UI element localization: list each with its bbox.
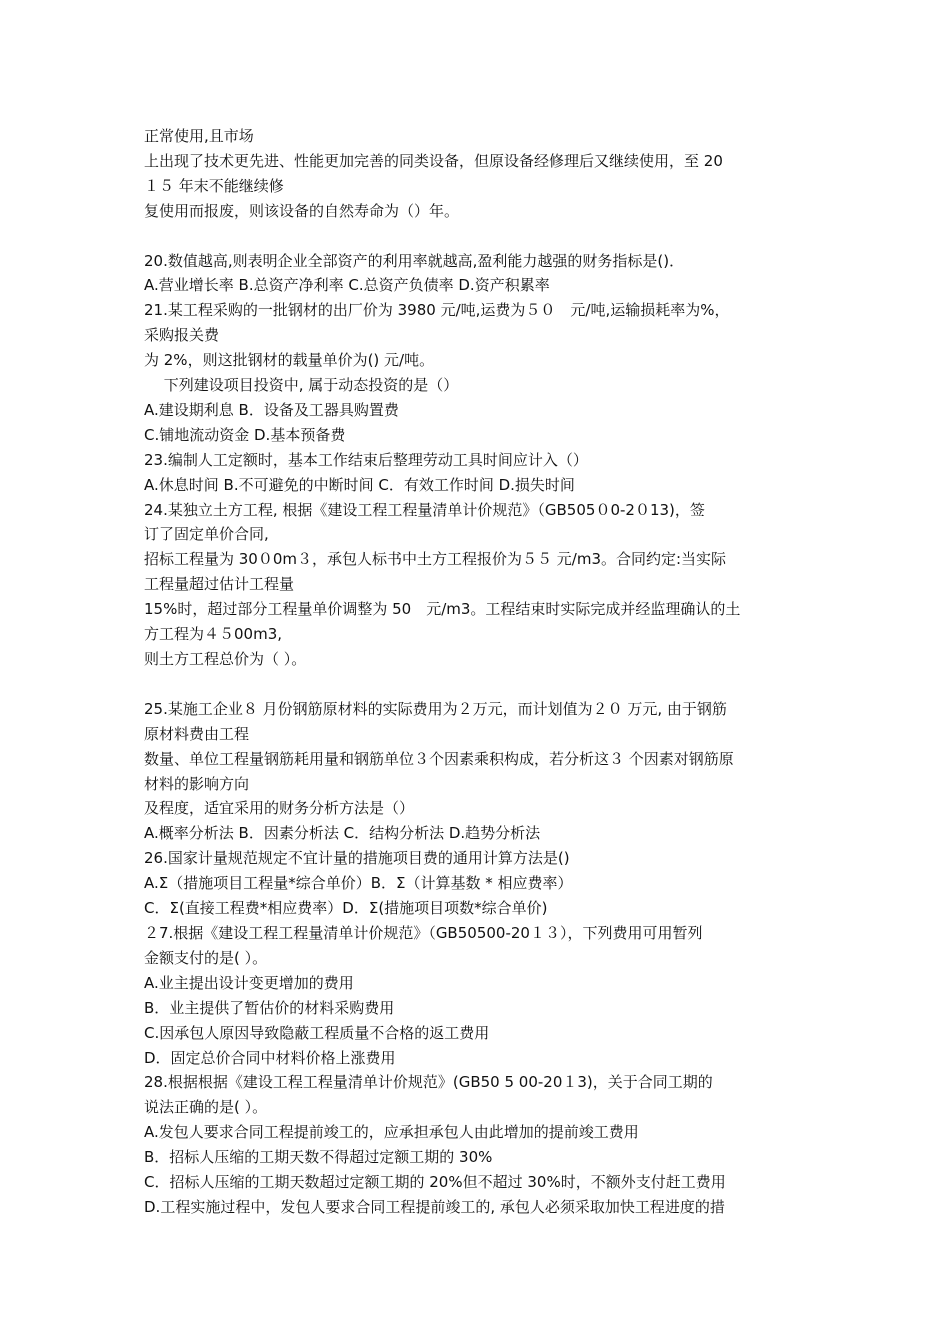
document-page xyxy=(144,124,808,1220)
question-27-option-c: C.因承包人原因导致隐蔽工程质量不合格的返工费用 xyxy=(144,1023,490,1042)
blank-line xyxy=(144,672,808,697)
question-25-options: A.概率分析法 B．因素分析法 C．结构分析法 D.趋势分析法 xyxy=(144,824,541,843)
question-26: 26.国家计量规范规定不宜计量的措施项目费的通用计算方法是() xyxy=(144,849,570,868)
question-22: 下列建设项目投资中, 属于动态投资的是（） xyxy=(144,376,459,395)
question-28-option-c: C．招标人压缩的工期天数超过定额工期的 20%但不超过 30%时，不额外支付赶工费用 xyxy=(144,1173,726,1192)
question-27-option-b: B．业主提供了暂估价的材料采购费用 xyxy=(144,998,395,1017)
text-line: 金额支付的是( ）。 xyxy=(144,948,268,967)
question-20: 20.数值越高,则表明企业全部资产的利用率就越高,盈利能力越强的财务指标是()． xyxy=(144,251,685,270)
text-line: 为 2%，则这批钢材的载量单价为() 元/吨。 xyxy=(144,351,435,370)
text-line: 材料的影响方向 xyxy=(144,774,250,793)
text-line: 采购报关费 xyxy=(144,326,220,345)
text-line: 复使用而报废，则该设备的自然寿命为（）年。 xyxy=(144,201,460,220)
question-26-options: A.Σ（措施项目工程量*综合单价）B．Σ（计算基数 * 相应费率） xyxy=(144,874,573,893)
text-line: 及程度，适宜采用的财务分析方法是（） xyxy=(144,799,415,818)
question-21: 21.某工程采购的一批钢材的出厂价为 3980 元/吨,运费为５０ 元/吨,运输损耗率为%， xyxy=(144,301,730,320)
question-28-option-b: B．招标人压缩的工期天数不得超过定额工期的 30% xyxy=(144,1148,493,1167)
question-28-option-d: D.工程实施过程中，发包人要求合同工程提前竣工的, 承包人必须采取加快工程进度的措 xyxy=(144,1197,725,1216)
question-27-option-d: D．固定总价合同中材料价格上涨费用 xyxy=(144,1048,396,1067)
question-23: 23.编制人工定额时，基本工作结束后整理劳动工具时间应计入（） xyxy=(144,450,588,469)
text-line: 15%时，超过部分工程量单价调整为 50 元/m3。工程结束时实际完成并经监理确认的土 xyxy=(144,600,741,619)
text-line: 方工程为４５00m3, xyxy=(144,625,283,644)
question-22-options: C.铺地流动资金 D.基本预备费 xyxy=(144,425,346,444)
question-27-option-a: A.业主提出设计变更增加的费用 xyxy=(144,973,354,992)
question-27: ２7.根据《建设工程工程量清单计价规范》（GB50500-20１３），下列费用可用暂列 xyxy=(144,923,703,942)
blank-line xyxy=(144,224,808,249)
question-28: 28.根据根据《建设工程工程量清单计价规范》(GB50 5 00-20１3)，关于合同工期的 xyxy=(144,1073,713,1092)
question-23-options: A.休息时间 B.不可避免的中断时间 C．有效工作时间 D.损失时间 xyxy=(144,475,575,494)
text-line: 原材料费由工程 xyxy=(144,724,250,743)
question-25: 25.某施工企业８ 月份钢筋原材料的实际费用为２万元，而计划值为２０ 万元, 由于钢筋 xyxy=(144,699,727,718)
text-line: 说法正确的是( ）。 xyxy=(144,1098,268,1117)
text-line: 正常使用,且市场 xyxy=(144,127,254,145)
text-line: 招标工程量为 30０0m３，承包人标书中土方工程报价为５５ 元/m3。合同约定:当实际 xyxy=(144,550,727,569)
text-line: 数量、单位工程量钢筋耗用量和钢筋单位３个因素乘积构成，若分析这３ 个因素对钢筋原 xyxy=(144,749,734,768)
question-24: 24.某独立土方工程, 根据《建设工程工程量清单计价规范》（GB505０0-2０13)，签 xyxy=(144,500,705,519)
text-line: 上出现了技术更先进、性能更加完善的同类设备，但原设备经修理后又继续使用，至 20 xyxy=(144,151,723,170)
question-22-options: A.建设期利息 B．设备及工器具购置费 xyxy=(144,400,399,419)
question-20-options: A.营业增长率 B.总资产净利率 C.总资产负债率 D.资产积累率 xyxy=(144,276,550,295)
text-line: １５ 年末不能继续修 xyxy=(144,176,284,195)
text-line: 工程量超过估计工程量 xyxy=(144,575,295,594)
text-line: 则土方工程总价为（ ）。 xyxy=(144,650,307,669)
question-26-options: C．Σ(直接工程费*相应费率）D．Σ(措施项目项数*综合单价) xyxy=(144,899,548,918)
text-line: 订了固定单价合同, xyxy=(144,525,269,544)
question-28-option-a: A.发包人要求合同工程提前竣工的，应承担承包人由此增加的提前竣工费用 xyxy=(144,1123,639,1142)
